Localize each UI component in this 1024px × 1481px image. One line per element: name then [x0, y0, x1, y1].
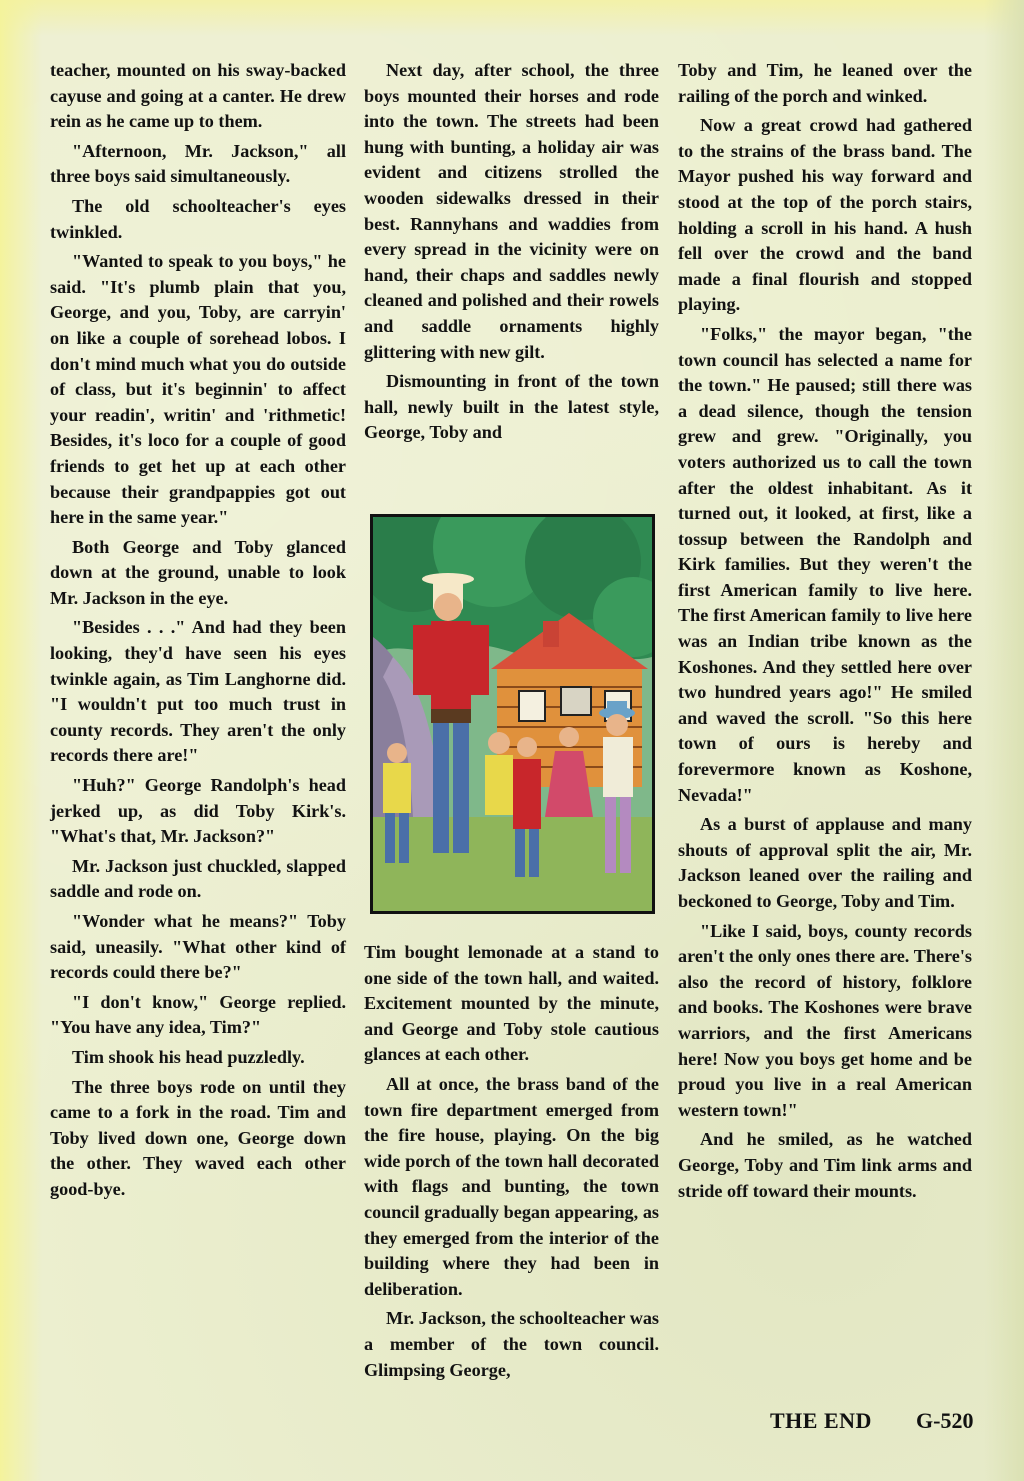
paragraph: And he smiled, as he watched George, Toby and Tim link arms and stride off toward their mounts.	[678, 1129, 972, 1201]
paragraph: teacher, mounted on his sway-backed cayuse and going at a canter. He drew rein as he came up to them.	[50, 60, 346, 132]
text-column-1	[50, 58, 346, 1207]
paragraph: "Folks," the mayor began, "the town council has selected a name for the town." He paused; still there was a dead silence, though the tension grew and grew. "Originally, you voters authorized us to call the town after the oldest inhabitant. As it turned out, it looked, at first, like a tossup between the Randolph and Kirk families. But they weren't the first American family to live here. The first American family to live here was an Indian tribe known as the Koshones. And they settled here over two hundred years ago!" He smiled and waved the scroll. "So this here town of ours is hereby and forevermore known as Koshone, Nevada!"	[678, 323, 972, 805]
paragraph: The old schoolteacher's eyes twinkled.	[50, 195, 346, 242]
paragraph: Toby and Tim, he leaned over the railing of the porch and winked.	[678, 60, 972, 106]
paragraph: Now a great crowd had gathered to the strains of the brass band. The Mayor pushed his way forward and stood at the top of the porch stairs, holding a scroll in his hand. A hush fell over the crowd and the band made a final flourish and stopped playing.	[678, 115, 972, 315]
paragraph: Mr. Jackson just chuckled, slapped saddle and rode on.	[50, 855, 346, 902]
paragraph: Mr. Jackson, the schoolteacher was a member of the town council. Glimpsing George,	[364, 1308, 659, 1380]
paragraph: "Wanted to speak to you boys," he said. "It's plumb plain that you, George, and you, Toby, are carryin' on like a couple of sorehead lobos. I don't mind much what you do outside of class, but it's beginnin' to affect your readin', writin' and 'rithmetic! Besides, it's loco for a couple of good friends to get het up at each other because their grandpappies got out here in the same year."	[50, 251, 346, 528]
paragraph: Dismounting in front of the town hall, newly built in the latest style, George, Toby and	[364, 371, 659, 443]
paragraph: Both George and Toby glanced down at the ground, unable to look Mr. Jackson in the eye.	[50, 536, 346, 608]
town-hall-crowd-image	[373, 517, 652, 911]
paragraph: "Afternoon, Mr. Jackson," all three boys said simultaneously.	[50, 140, 346, 187]
paragraph: "Like I said, boys, county records aren't the only ones there are. There's also the record of history, folklore and books. The Koshones were brave warriors, and the first Americans here! Now you boys get home and be proud you live in a real American western town!"	[678, 920, 972, 1120]
paragraph: The three boys rode on until they came to a fork in the road. Tim and Toby lived down one, George down the other. They waved each other good-bye.	[50, 1076, 346, 1199]
paper-yellow-edge-left	[0, 0, 42, 1481]
story-footer	[770, 1408, 980, 1438]
paragraph: All at once, the brass band of the town fire department emerged from the fire house, playing. On the big wide porch of the town hall decorated with flags and bunting, the town council gradually began appearing, as they emerged from the interior of the building where they had been in deliberation.	[364, 1073, 659, 1299]
paragraph: As a burst of applause and many shouts of approval split the air, Mr. Jackson leaned over the railing and beckoned to George, Toby and Tim.	[678, 814, 972, 911]
paragraph: "I don't know," George replied. "You have any idea, Tim?"	[50, 991, 346, 1038]
text-column-2-top	[364, 58, 659, 450]
the-end-label: THE END	[770, 1408, 872, 1433]
paragraph: Next day, after school, the three boys mounted their horses and rode into the town. The streets had been hung with bunting, a holiday air was evident and citizens strolled the wooden sidewalks dressed in their best. Rannyhans and waddies from every spread in the vicinity were on hand, their chaps and saddles newly cleaned and polished and their rowels and saddle ornaments highly glittering with new gilt.	[364, 60, 659, 362]
text-column-2-bottom	[364, 940, 659, 1387]
paper-edge-right	[984, 0, 1024, 1481]
story-illustration	[370, 514, 655, 914]
paper-yellow-edge-top	[0, 0, 1024, 36]
text-column-3	[678, 58, 972, 1208]
story-code: G-520	[916, 1408, 974, 1433]
paragraph: "Wonder what he means?" Toby said, uneasily. "What other kind of records could there be?"	[50, 911, 346, 983]
paragraph: "Huh?" George Randolph's head jerked up, as did Toby Kirk's. "What's that, Mr. Jackson?"	[50, 775, 346, 847]
paragraph: Tim shook his head puzzledly.	[72, 1046, 305, 1067]
paragraph: Tim bought lemonade at a stand to one side of the town hall, and waited. Excitement mounted by the minute, and George and Toby stole cautious glances at each other.	[364, 942, 659, 1065]
paragraph: "Besides . . ." And had they been looking, they'd have seen his eyes twinkle again, as Tim Langhorne did. "I wouldn't put too much trust in county records. They aren't the only records there are!"	[50, 617, 346, 766]
